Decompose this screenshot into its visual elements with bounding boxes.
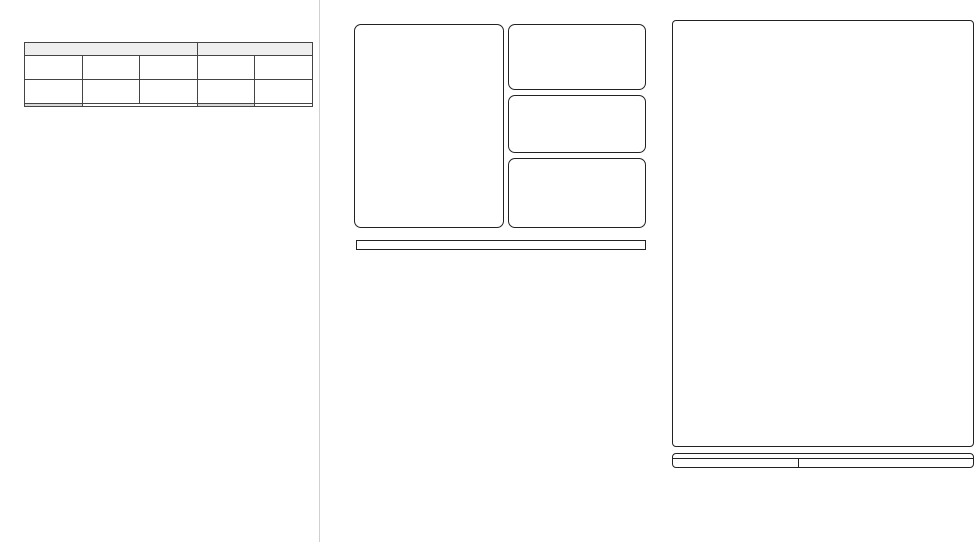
table-cell bbox=[82, 80, 140, 104]
table-cell bbox=[197, 56, 255, 80]
cell-group-material bbox=[672, 20, 974, 447]
worship-schedule bbox=[672, 453, 974, 468]
table-cell bbox=[140, 56, 198, 80]
table-cell bbox=[197, 104, 255, 107]
table-head-next-prayer bbox=[197, 43, 312, 56]
friday-prayer-box bbox=[508, 95, 646, 153]
table-head-committee bbox=[25, 43, 198, 56]
worship-schedule-right bbox=[799, 459, 973, 467]
table-cell bbox=[255, 56, 313, 80]
table-cell bbox=[255, 104, 313, 107]
table-cell bbox=[255, 80, 313, 104]
order-of-worship-column bbox=[18, 0, 320, 542]
afternoon-service-box bbox=[354, 24, 504, 228]
table-cell bbox=[82, 104, 197, 107]
worship-committee-table bbox=[24, 42, 313, 107]
worship-schedule-left bbox=[673, 459, 799, 467]
table-cell bbox=[25, 56, 83, 80]
dawn-prayer-box bbox=[508, 158, 646, 228]
table-cell bbox=[140, 80, 198, 104]
table-cell bbox=[197, 80, 255, 104]
table-cell bbox=[25, 80, 83, 104]
newcomer-notice bbox=[356, 240, 646, 250]
table-cell bbox=[82, 56, 140, 80]
wednesday-prayer-box bbox=[508, 24, 646, 90]
church-news bbox=[348, 286, 650, 288]
table-cell bbox=[25, 104, 83, 107]
